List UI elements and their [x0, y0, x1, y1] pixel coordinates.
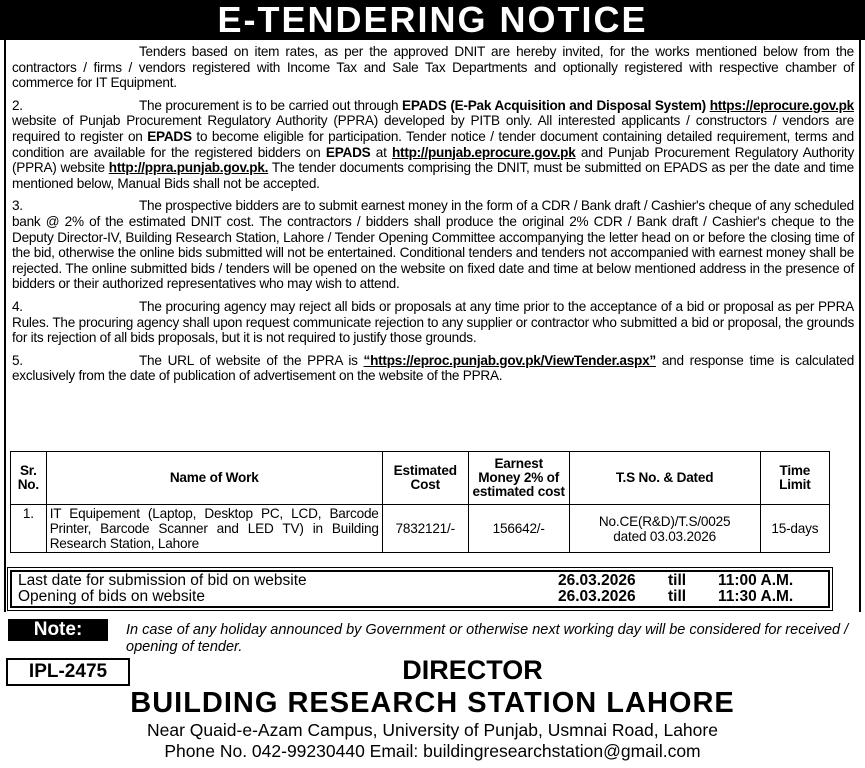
ts-number: No.CE(R&D)/T.S/0025 — [598, 513, 731, 529]
schedule-time: 11:00 A.M. — [718, 572, 794, 589]
text: The URL of website of the PPRA is — [139, 352, 364, 368]
text: The procuring agency may reject all bids or proposals at any time prior to the acceptance of a bid or proposal as per PPRA Rules. The procuring agency shall upon request communicate rejection to any supplier or contractor who submitted a bid or proposal, the grounds for its rejection of all bids proposals, but it is not required to justify those grounds. — [12, 298, 854, 346]
header-time-limit: Time Limit — [760, 452, 829, 505]
link-eprocure[interactable]: https://eprocure.gov.pk — [709, 97, 854, 113]
paragraph-number: 3. — [12, 198, 23, 214]
text: at — [370, 144, 392, 160]
epads: EPADS — [147, 128, 192, 144]
header-name-of-work: Name of Work — [46, 452, 382, 505]
link-ppra[interactable]: http://ppra.punjab.gov.pk. — [108, 160, 269, 176]
cell-earnest: 156642/- — [468, 505, 569, 553]
ts-date: dated 03.03.2026 — [613, 528, 716, 544]
header-ts-no: T.S No. & Dated — [569, 452, 760, 505]
schedule-till: till — [668, 572, 687, 589]
cell-ts — [569, 505, 760, 553]
schedule-time: 11:30 A.M. — [718, 588, 794, 605]
cell-cost: 7832121/- — [382, 505, 468, 553]
designation: DIRECTOR — [402, 655, 543, 685]
office-name: BUILDING RESEARCH STATION LAHORE — [130, 687, 735, 719]
cell-time-limit: 15-days — [760, 505, 829, 553]
link-punjab-eprocure[interactable]: http://punjab.eprocure.gov.pk — [391, 144, 576, 160]
header-earnest-money: Earnest Money 2% of estimated cost — [468, 452, 569, 505]
paragraph-4 — [12, 299, 854, 346]
text: and response time is calculated exclusively from the date of publication of advertisement on the website of the PPRA. — [12, 352, 854, 384]
paragraph-number: 4. — [12, 298, 23, 314]
table-row — [11, 505, 830, 553]
paragraph-2 — [12, 98, 854, 192]
schedule-label: Last date for submission of bid on website — [18, 572, 307, 589]
epads: EPADS — [325, 144, 371, 160]
paragraph-5 — [12, 353, 854, 384]
schedule-label: Opening of bids on website — [18, 588, 205, 605]
tender-table — [10, 451, 830, 553]
schedule-date: 26.03.2026 — [558, 588, 636, 605]
paragraph-number: 5. — [12, 352, 23, 368]
schedule-box — [10, 570, 830, 608]
paragraph-1 — [12, 44, 854, 91]
schedule-date: 26.03.2026 — [558, 572, 636, 589]
epads-name: EPADS (E-Pak Acquisition and Disposal System) — [402, 97, 706, 113]
paragraph-number: 2. — [12, 97, 23, 113]
notice-title: E-TENDERING NOTICE — [0, 0, 865, 40]
text: The prospective bidders are to submit earnest money in the form of a CDR / Bank draft / Cashier's cheque of any scheduled bank @ 2% of the estimated DNIT cost. The contractors / bidders shall produce the original 2% CDR / Bank draft / Cashier's cheque to the Deputy Director-IV, Building Research Station, Lahore / Tender Opening Committee accompanying the letter head on or before the closing time of the bid, otherwise the online bids submitted will not be entertained. Conditional tenders and tenders not accompanied with earnest money shall be rejected. The online submitted bids / tenders will be opened on the website on fixed date and time at below mentioned address in the presence of bidders or their authorized representatives who may wish to attend. — [12, 198, 854, 292]
office-address: Near Quaid-e-Azam Campus, University of Punjab, Usmnai Road, Lahore — [147, 720, 718, 740]
ipl-number: IPL-2475 — [6, 658, 130, 686]
text: website of Punjab Procurement Regulatory Authority (PPRA) developed by PITB only. All interested applicants / constructors / vendors are required to register on — [12, 113, 854, 144]
paragraph-1-text: Tenders based on item rates, as per the approved DNIT are hereby invited, for the works mentioned below from the contractors / firms / vendors registered with Income Tax and Sale Tax Departments and optionally registered with respective chamber of commerce for IT Equipment. — [12, 44, 854, 91]
table-header-row — [11, 452, 830, 505]
header-sr-no: Sr. No. — [11, 452, 47, 505]
text: The procurement is to be carried out through — [139, 97, 403, 113]
note-label: Note: — [8, 619, 108, 641]
text: The tender documents comprising the DNIT, must be submitted on EPADS as per the date and time mentioned below, Manual Bids shall not be accepted. — [12, 160, 854, 191]
note-text: In case of any holiday announced by Government or otherwise next working day will be considered for received / opening of tender. — [126, 622, 849, 655]
link-view-tender[interactable]: “https://eproc.punjab.gov.pk/ViewTender.aspx” — [363, 352, 656, 368]
paragraph-3 — [12, 198, 854, 292]
contact-info: Phone No. 042-99230440 Email: buildingresearchstation@gmail.com — [164, 741, 701, 761]
schedule-till: till — [668, 588, 687, 605]
text: and Punjab Procurement Regulatory Authority (PPRA) website — [12, 144, 854, 176]
cell-work: IT Equipement (Laptop, Desktop PC, LCD, Barcode Printer, Barcode Scanner and LED TV) in Building Research Station, Lahore — [46, 505, 382, 553]
notice-body — [12, 44, 854, 391]
header-estimated-cost: Estimated Cost — [382, 452, 468, 505]
text: to become eligible for participation. Tender notice / tender document containing detailed requirement, terms and condition are available for the registered bidders on — [12, 128, 854, 160]
cell-sr: 1. — [11, 505, 47, 553]
